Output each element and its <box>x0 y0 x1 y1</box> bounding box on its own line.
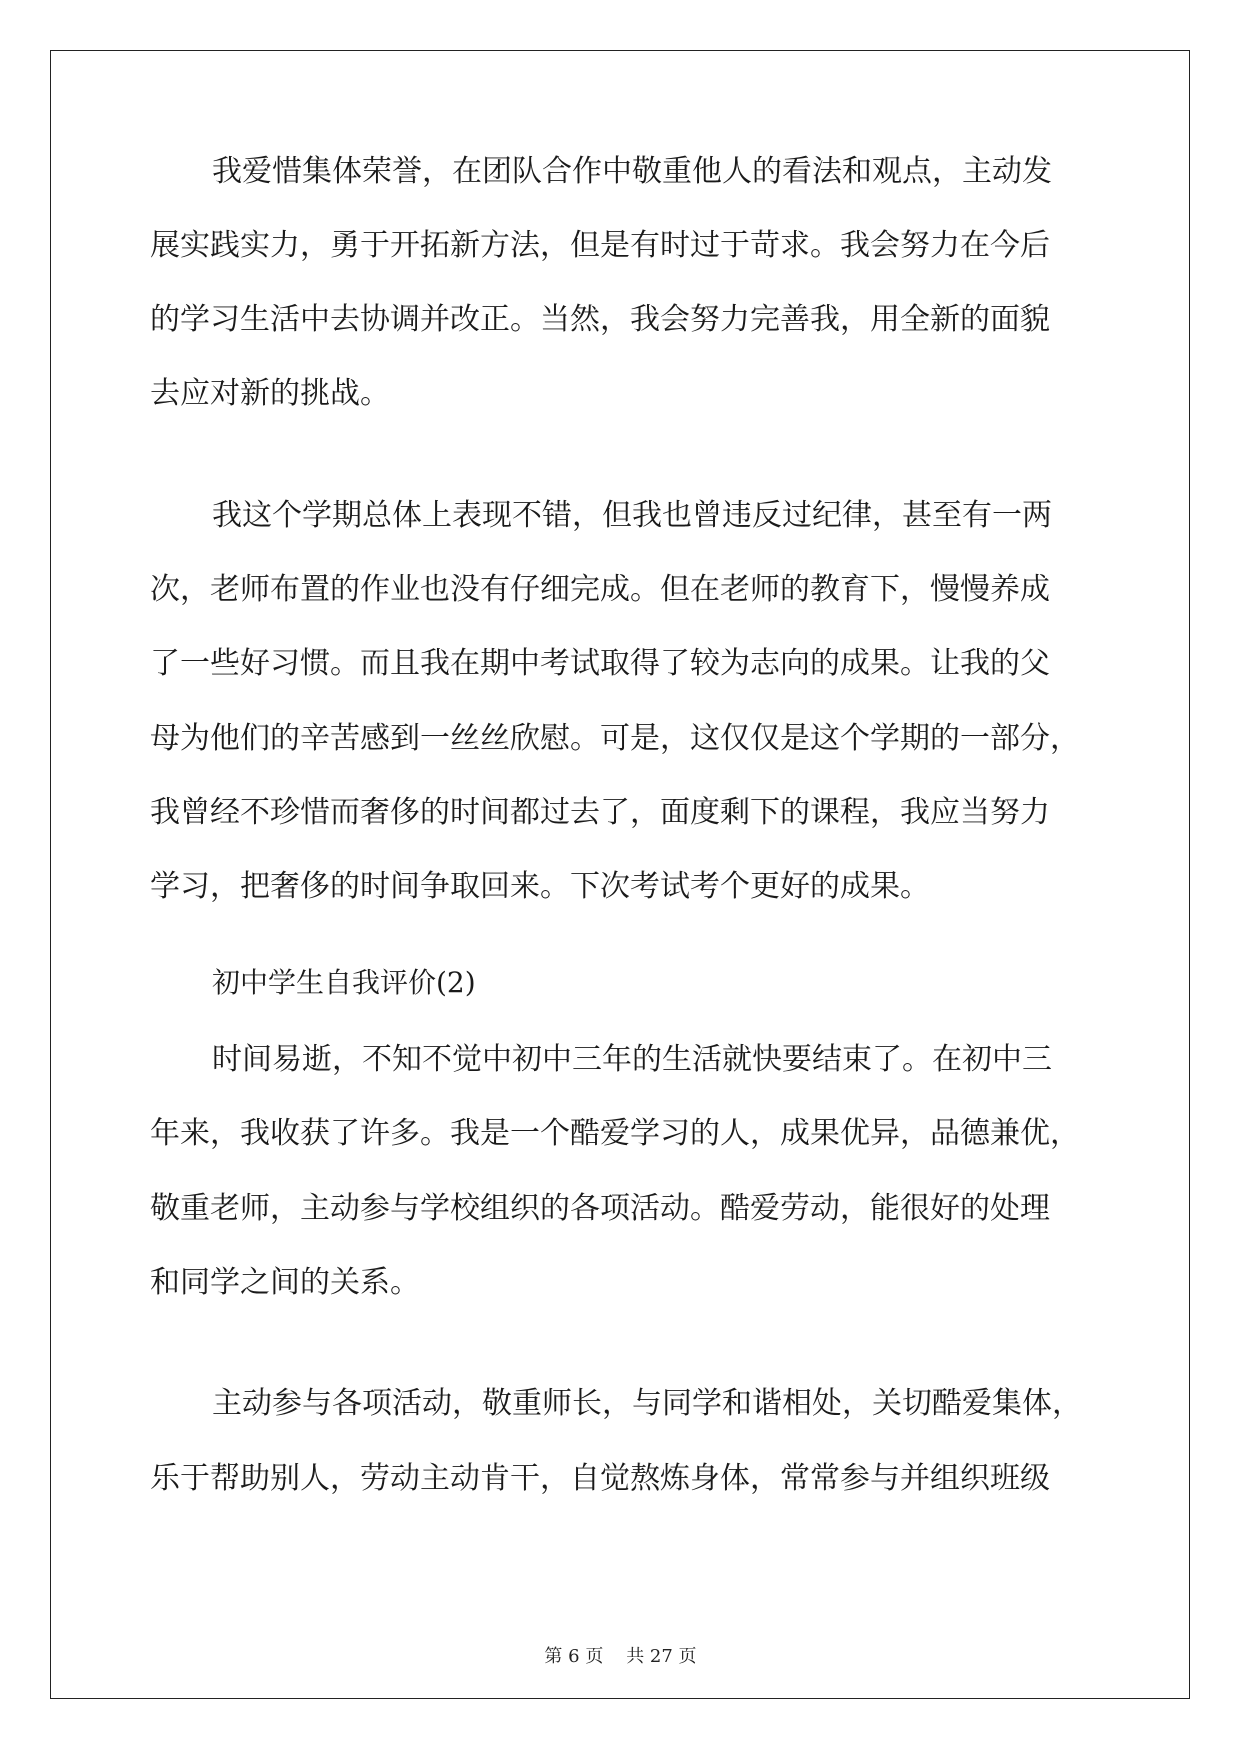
paragraph-1-line-1: 我爱惜集体荣誉，在团队合作中敬重他人的看法和观点，主动发 <box>212 154 1052 189</box>
paragraph-4-line-1: 主动参与各项活动，敬重师长，与同学和谐相处，关切酷爱集体， <box>212 1386 1082 1421</box>
paragraph-2-line-4: 母为他们的辛苦感到一丝丝欣慰。可是，这仅仅是这个学期的一部分， <box>150 721 1080 756</box>
page-number: 第 6 页 共 27 页 <box>544 1646 697 1667</box>
page-footer <box>0 1645 1241 1669</box>
paragraph-3-line-3: 敬重老师，主动参与学校组织的各项活动。酷爱劳动，能很好的处理 <box>150 1191 1050 1226</box>
paragraph-3-line-2: 年来，我收获了许多。我是一个酷爱学习的人，成果优异，品德兼优， <box>150 1116 1080 1151</box>
paragraph-2-line-3: 了一些好习惯。而且我在期中考试取得了较为志向的成果。让我的父 <box>150 646 1050 681</box>
paragraph-2-line-2: 次，老师布置的作业也没有仔细完成。但在老师的教育下，慢慢养成 <box>150 572 1050 607</box>
paragraph-1-line-4: 去应对新的挑战。 <box>150 376 390 411</box>
section-heading: 初中学生自我评价(2) <box>212 966 476 999</box>
paragraph-2-line-5: 我曾经不珍惜而奢侈的时间都过去了，面度剩下的课程，我应当努力 <box>150 795 1050 830</box>
paragraph-1-line-2: 展实践实力，勇于开拓新方法，但是有时过于苛求。我会努力在今后 <box>150 228 1050 263</box>
paragraph-3-line-1: 时间易逝，不知不觉中初中三年的生活就快要结束了。在初中三 <box>212 1042 1052 1077</box>
paragraph-2-line-1: 我这个学期总体上表现不错，但我也曾违反过纪律，甚至有一两 <box>212 498 1052 533</box>
paragraph-3-line-4: 和同学之间的关系。 <box>150 1265 420 1300</box>
paragraph-1-line-3: 的学习生活中去协调并改正。当然，我会努力完善我，用全新的面貌 <box>150 302 1050 337</box>
paragraph-2-line-6: 学习，把奢侈的时间争取回来。下次考试考个更好的成果。 <box>150 869 930 904</box>
paragraph-4-line-2: 乐于帮助别人，劳动主动肯干，自觉熬炼身体，常常参与并组织班级 <box>150 1461 1050 1496</box>
